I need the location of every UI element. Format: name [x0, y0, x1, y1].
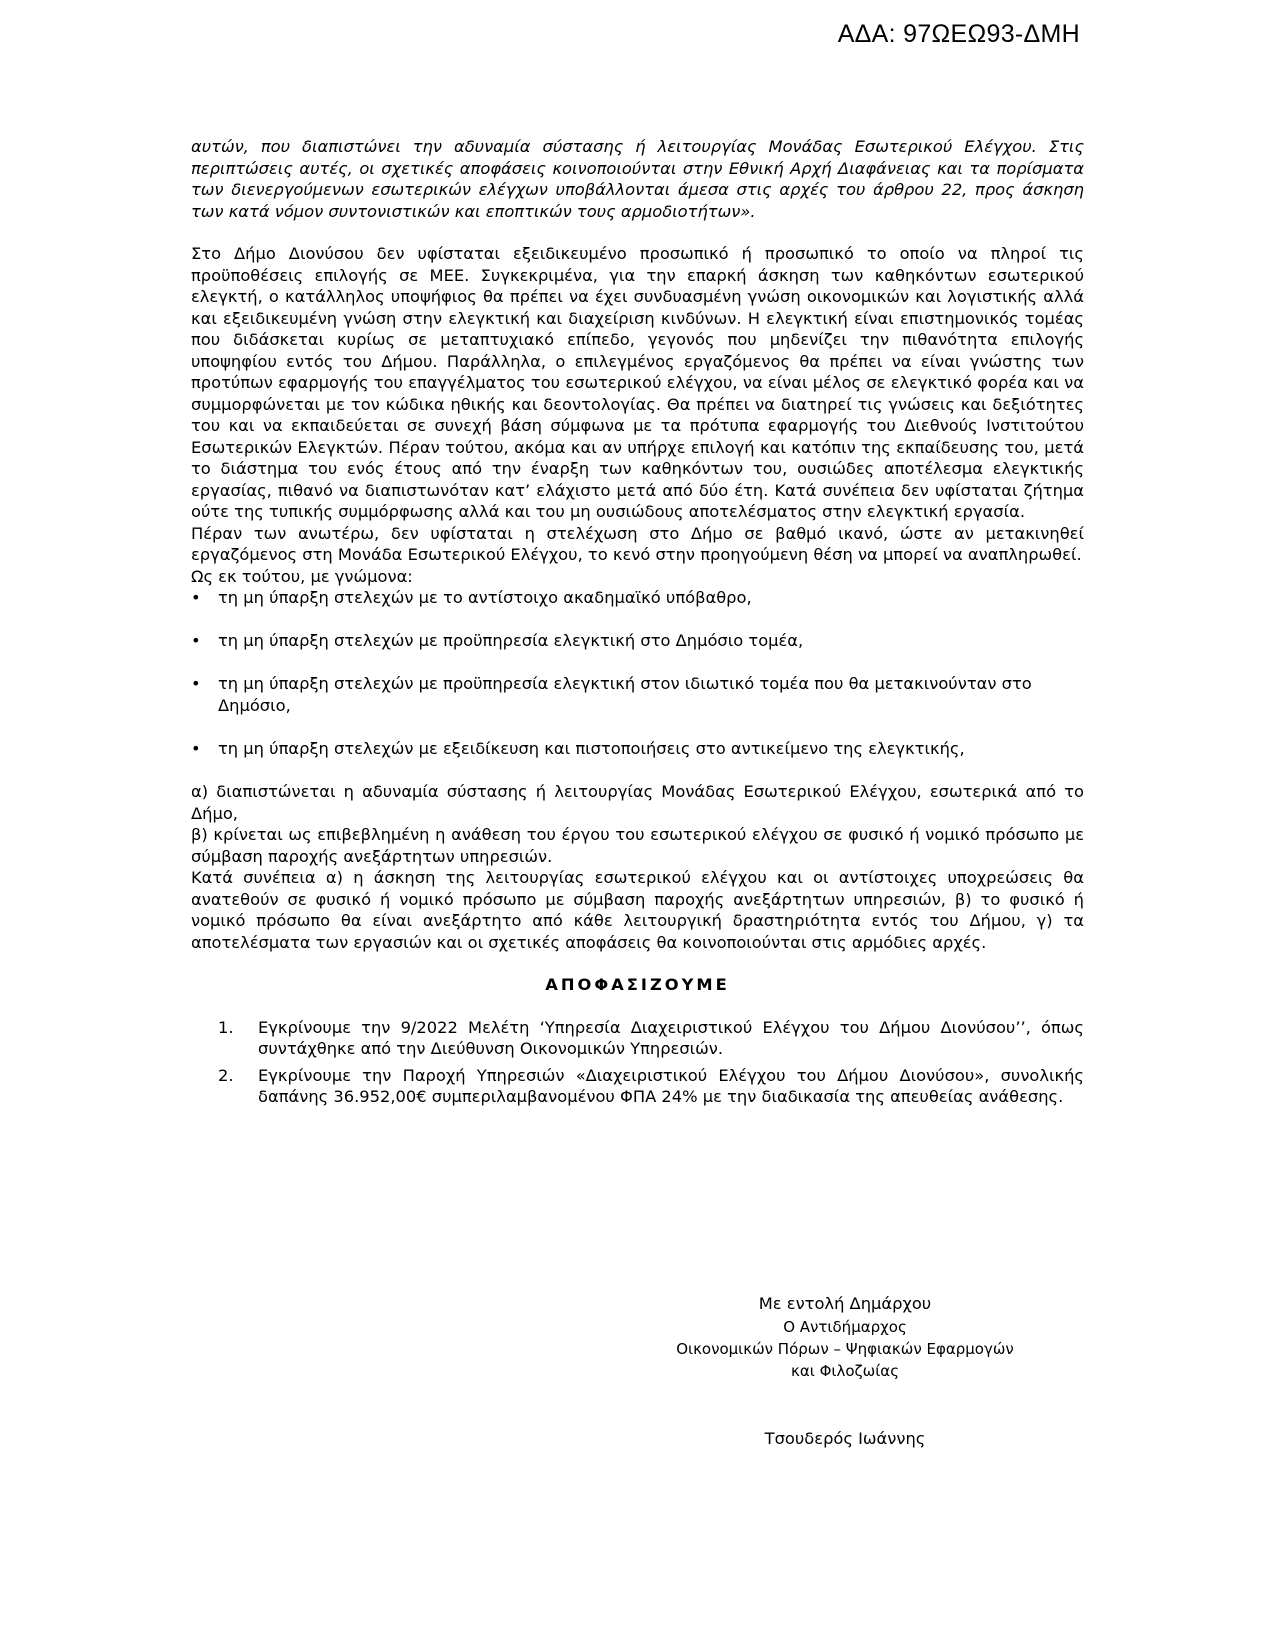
paragraph-staffing: Πέραν των ανωτέρω, δεν υφίσταται η στελέχωση στο Δήμο σε βαθμό ικανό, ώστε αν μετακινηθεί εργαζόμενος στη Μονάδα Εσωτερικού Ελέγχου, το κενό στην προηγούμενη θέση να μπορεί να αναπληρωθεί. — [191, 523, 1084, 564]
list-item — [191, 673, 1084, 716]
bullet-icon: • — [191, 738, 201, 758]
signature-portfolio: Οικονομικών Πόρων – Ψηφιακών Εφαρμογών — [676, 1340, 1014, 1358]
decision-item — [218, 1017, 1084, 1060]
italic-paragraph: αυτών, που διαπιστώνει την αδυναμία σύστασης ή λειτουργίας Μονάδας Εσωτερικού Ελέγχου. Στις περιπτώσεις αυτές, οι σχετικές αποφάσεις κοινοποιούνται στην Εθνική Αρχή Διαφάνειας και τα πορίσματα των διενεργούμενων εσωτερικών ελέγχων υποβάλλονται άμεσα στις αρχές του άρθρου 22, προς άσκηση των κατά νόμον συντονιστικών και εποπτικών τους αρμοδιοτήτων». — [191, 137, 1084, 221]
decision-text: Εγκρίνουμε την Παροχή Υπηρεσιών «Διαχειριστικού Ελέγχου του Δήμου Διονύσου», συνολικής δαπάνης 36.952,00€ συμπεριλαμβανομένου ΦΠΑ 24% με την διαδικασία της απευθείας ανάθεσης. — [258, 1065, 1084, 1106]
decision-number: 2. — [218, 1065, 234, 1085]
ada-code: ΑΔΑ: 97ΩΕΩ93-ΔΜΗ — [837, 20, 1080, 48]
paragraph-staff: Στο Δήμο Διονύσου δεν υφίσταται εξειδικευμένο προσωπικό ή προσωπικό το οποίο να πληροί τις προϋποθέσεις επιλογής σε ΜΕΕ. Συγκεκριμένα, για την επαρκή άσκηση των καθηκόντων εσωτερικού ελεγκτή, ο κατάλληλος υποψήφιος θα πρέπει να έχει συνδυασμένη γνώση οικονομικών και λογιστικής αλλά και εξειδικευμένη γνώση στην ελεγκτική και διαχείριση κινδύνων. Η ελεγκτική είναι επιστημονικός τομέας που διδάσκεται κυρίως σε μεταπτυχιακό επίπεδο, γεγονός που μηδενίζει την πιθανότητα επιλογής υποψηφίου εντός του Δήμου. Παράλληλα, ο επιλεγμένος εργαζόμενος θα πρέπει να είναι γνώστης των προτύπων εφαρμογής του επαγγέλματος του εσωτερικού ελέγχου, να είναι μέλος σε ελεγκτικό φορέα και να συμμορφώνεται με τον κώδικα ηθικής και δεοντολογίας. Θα πρέπει να διατηρεί τις γνώσεις και δεξιότητες του και να εκπαιδεύεται σε συνεχή βάση σύμφωνα με τα πρότυπα εφαρμογής του Διεθνούς Ινστιτούτου Εσωτερικών Ελεγκτών. Πέραν τούτου, ακόμα και αν υπήρχε επιλογή και κατόπιν της εκπαίδευσης του, μετά το διάστημα του ενός έτους από την έναρξη των καθηκόντων του, ουσιώδες αποτέλεσμα ελεγκτικής εργασίας, πιθανό να διαπιστωνόταν κατ’ ελάχιστο μετά από δύο έτη. Κατά συνέπεια δεν υφίσταται ζήτημα ούτε της τυπικής συμμόρφωσης αλλά και του μη ουσιώδους αποτελέσματος στην ελεγκτική εργασία. — [191, 244, 1084, 521]
point-b: β) κρίνεται ως επιβεβλημένη η ανάθεση του έργου του εσωτερικού ελέγχου σε φυσικό ή νομικό πρόσωπο με σύμβαση παροχής ανεξάρτητων υπηρεσιών. — [191, 825, 1084, 866]
list-item — [191, 738, 1084, 760]
bullet-icon: • — [191, 631, 201, 650]
intro-list: Ως εκ τούτου, με γνώμονα: — [191, 566, 413, 586]
decision-number: 1. — [218, 1017, 234, 1037]
point-a: α) διαπιστώνεται η αδυναμία σύστασης ή λειτουργίας Μονάδας Εσωτερικού Ελέγχου, εσωτερικά από το Δήμο, — [191, 782, 1084, 823]
signature-portfolio-cont: και Φιλοζωίας — [791, 1362, 899, 1380]
criteria-list — [191, 587, 1084, 759]
list-item-text: τη μη ύπαρξη στελεχών με εξειδίκευση και πιστοποιήσεις στο αντικείμενο της ελεγκτικής, — [218, 738, 965, 758]
consequence-paragraph: Κατά συνέπεια α) η άσκηση της λειτουργίας εσωτερικού ελέγχου και οι αντίστοιχες υποχρεώσεις θα ανατεθούν σε φυσικό ή νομικό πρόσωπο με σύμβαση παροχής ανεξάρτητων υπηρεσιών, β) το φυσικό ή νομικό πρόσωπο θα είναι ανεξάρτητο από κάθε λειτουργική δραστηριότητα εντός του Δήμου, γ) τα αποτελέσματα των εργασιών και οι σχετικές αποφάσεις θα κοινοποιούνται στις αρμόδιες αρχές. — [191, 868, 1084, 952]
decision-text: Εγκρίνουμε την 9/2022 Μελέτη ‘Υπηρεσία Διαχειριστικού Ελέγχου του Δήμου Διονύσου’’, όπως συντάχθηκε από την Διεύθυνση Οικονομικών Υπηρεσιών. — [258, 1017, 1084, 1058]
decision-item — [218, 1065, 1084, 1108]
list-item-text: τη μη ύπαρξη στελεχών με προϋπηρεσία ελεγκτική στον ιδιωτικό τομέα που θα μετακινούνταν στο Δημόσιο, — [218, 674, 1032, 715]
document-body — [191, 136, 1084, 1113]
decision-list — [218, 1017, 1084, 1108]
decision-heading: ΑΠΟΦΑΣΙΖΟΥΜΕ — [545, 975, 730, 994]
signature-order-line: Με εντολή Δημάρχου — [758, 1294, 932, 1313]
signature-block — [640, 1292, 1050, 1448]
bullet-icon: • — [191, 588, 201, 607]
list-item — [191, 630, 1084, 652]
signature-role: Ο Αντιδήμαρχος — [783, 1318, 907, 1336]
list-item — [191, 587, 1084, 609]
bullet-icon: • — [191, 674, 201, 693]
list-item-text: τη μη ύπαρξη στελεχών με προϋπηρεσία ελεγκτική στο Δημόσιο τομέα, — [218, 631, 804, 650]
signatory-name: Τσουδερός Ιωάννης — [764, 1429, 926, 1448]
list-item-text: τη μη ύπαρξη στελεχών με το αντίστοιχο ακαδημαϊκό υπόβαθρο, — [218, 588, 752, 607]
